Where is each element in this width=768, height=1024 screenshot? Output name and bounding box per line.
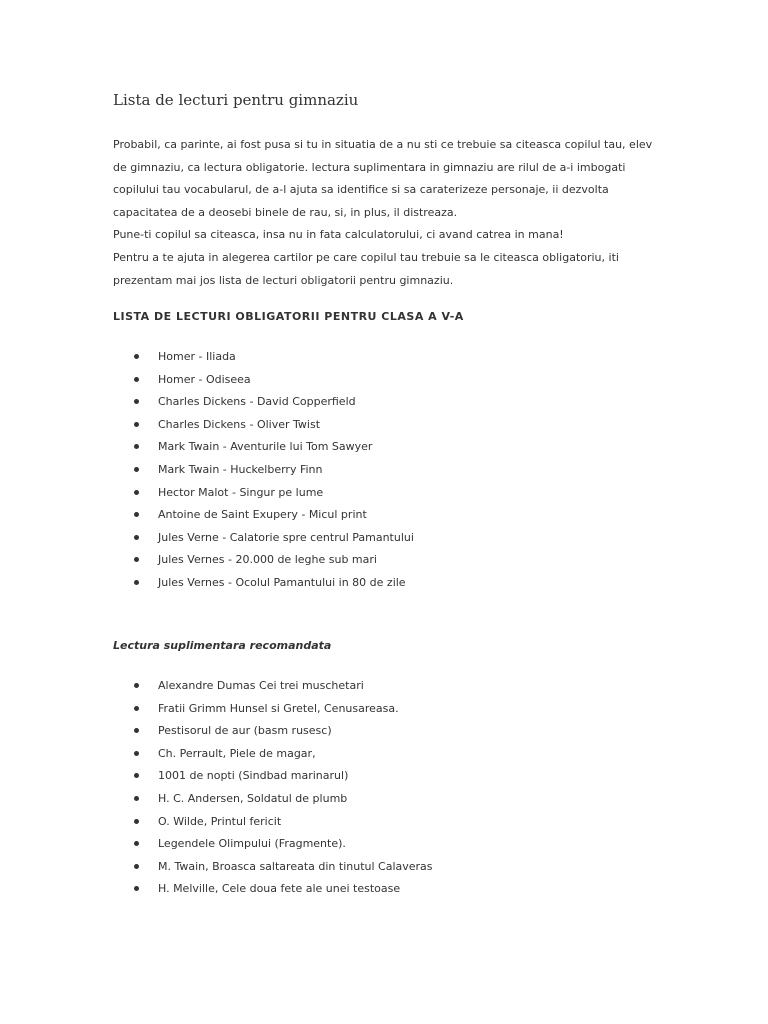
intro-line: copilului tau vocabularul, de a-l ajuta sa identifice si sa caraterizeze personaje, ii dezvolta xyxy=(113,183,609,197)
list-item xyxy=(113,393,414,416)
list-item xyxy=(113,813,433,836)
list-item xyxy=(113,438,414,461)
list-item-text: Mark Twain - Aventurile lui Tom Sawyer xyxy=(158,440,373,454)
list-item-text: Fratii Grimm Hunsel si Gretel, Cenusareasa. xyxy=(158,701,399,715)
bullet-icon xyxy=(134,512,139,517)
list-item xyxy=(113,767,433,790)
list-item xyxy=(113,835,433,858)
intro-line: Pentru a te ajuta in alegerea cartilor pe care copilul tau trebuie sa le citeasca obligatoriu, iti xyxy=(113,250,619,264)
list-item xyxy=(113,529,414,552)
bullet-icon xyxy=(134,467,139,472)
section-heading-suplimentara: Lectura suplimentara recomandata xyxy=(113,639,332,652)
list-item-text: Antoine de Saint Exupery - Micul print xyxy=(158,508,367,522)
list-item xyxy=(113,677,433,700)
list-item xyxy=(113,790,433,813)
list-item xyxy=(113,700,433,723)
bullet-icon xyxy=(134,728,139,733)
list-item xyxy=(113,484,414,507)
list-item xyxy=(113,371,414,394)
list-item xyxy=(113,416,414,439)
list-item-text: Charles Dickens - Oliver Twist xyxy=(158,417,321,431)
bullet-icon xyxy=(134,683,139,688)
bullet-icon xyxy=(134,354,139,359)
list-item xyxy=(113,348,414,371)
list-item-text: Homer - Iliada xyxy=(158,350,236,363)
list-item-text: Homer - Odiseea xyxy=(158,372,251,386)
list-lectura-suplimentara xyxy=(113,677,433,903)
intro-paragraph xyxy=(113,134,653,292)
bullet-icon xyxy=(134,706,139,711)
intro-line: capacitatea de a deosebi binele de rau, si, in plus, il distreaza. xyxy=(113,205,458,219)
bullet-icon xyxy=(134,841,139,846)
bullet-icon xyxy=(134,819,139,824)
list-item-text: Jules Vernes - Ocolul Pamantului in 80 de zile xyxy=(158,575,406,589)
bullet-icon xyxy=(134,377,139,382)
list-item-text: 1001 de nopti (Sindbad marinarul) xyxy=(158,769,349,783)
list-item-text: H. Melville, Cele doua fete ale unei testoase xyxy=(158,882,401,896)
page-title: Lista de lecturi pentru gimnaziu xyxy=(113,91,359,109)
list-lecturi-obligatorii xyxy=(113,348,414,597)
intro-line: prezentam mai jos lista de lecturi obligatorii pentru gimnaziu. xyxy=(113,273,454,287)
list-item-text: Hector Malot - Singur pe lume xyxy=(158,485,324,499)
list-item-text: Pestisorul de aur (basm rusesc) xyxy=(158,724,332,738)
list-item xyxy=(113,461,414,484)
list-item-text: Charles Dickens - David Copperfield xyxy=(158,395,356,409)
list-item-text: M. Twain, Broasca saltareata din tinutul Calaveras xyxy=(158,859,433,873)
intro-line: Pune-ti copilul sa citeasca, insa nu in fata calculatorului, ci avand catrea in mana! xyxy=(113,228,564,242)
list-item-text: Legendele Olimpului (Fragmente). xyxy=(158,837,346,851)
bullet-icon xyxy=(134,399,139,404)
section-heading-obligatorii: LISTA DE LECTURI OBLIGATORII PENTRU CLASA A V-A xyxy=(113,310,464,323)
list-item-text: Jules Vernes - 20.000 de leghe sub mari xyxy=(158,553,377,567)
list-item-text: O. Wilde, Printul fericit xyxy=(158,814,282,828)
list-item xyxy=(113,551,414,574)
list-item xyxy=(113,722,433,745)
list-item xyxy=(113,574,414,597)
list-item xyxy=(113,880,433,903)
list-item-text: H. C. Andersen, Soldatul de plumb xyxy=(158,791,348,805)
bullet-icon xyxy=(134,557,139,562)
list-item xyxy=(113,745,433,768)
bullet-icon xyxy=(134,773,139,778)
list-item xyxy=(113,858,433,881)
intro-line: de gimnaziu, ca lectura obligatorie. lectura suplimentara in gimnaziu are rilul de a-i imbogati xyxy=(113,160,626,174)
list-item-text: Alexandre Dumas Cei trei muschetari xyxy=(158,679,364,692)
list-item-text: Ch. Perrault, Piele de magar, xyxy=(158,746,316,760)
list-item-text: Jules Verne - Calatorie spre centrul Pamantului xyxy=(158,530,414,544)
bullet-icon xyxy=(134,751,139,756)
bullet-icon xyxy=(134,580,139,585)
list-item xyxy=(113,506,414,529)
bullet-icon xyxy=(134,422,139,427)
intro-line: Probabil, ca parinte, ai fost pusa si tu in situatia de a nu sti ce trebuie sa citeasca copilul tau, elev xyxy=(113,138,653,151)
bullet-icon xyxy=(134,886,139,891)
bullet-icon xyxy=(134,490,139,495)
list-item-text: Mark Twain - Huckelberry Finn xyxy=(158,462,323,476)
bullet-icon xyxy=(134,796,139,801)
bullet-icon xyxy=(134,864,139,869)
bullet-icon xyxy=(134,535,139,540)
bullet-icon xyxy=(134,444,139,449)
